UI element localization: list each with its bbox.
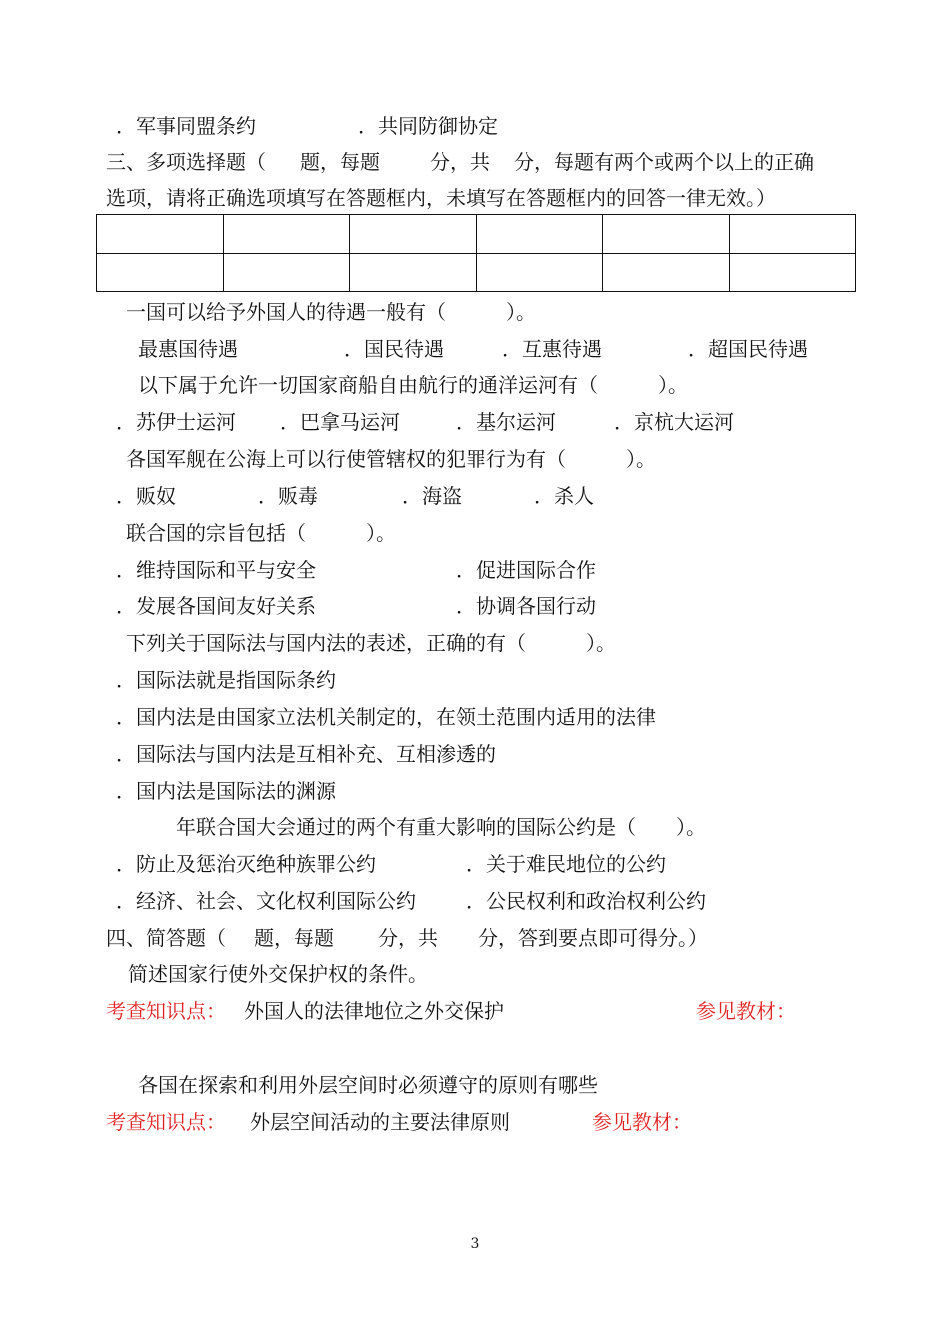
answer-cell[interactable] xyxy=(603,215,730,254)
answer-cell[interactable] xyxy=(350,253,477,292)
question-1-options: 最惠国待遇 ．国民待遇 ．互惠待遇 ．超国民待遇 xyxy=(138,337,808,361)
answer-cell[interactable] xyxy=(350,215,477,254)
answer-row xyxy=(97,215,856,254)
answer-cell[interactable] xyxy=(729,253,856,292)
answer-cell[interactable] xyxy=(223,215,350,254)
section-3-instructions: 选项，请将正确选项填写在答题框内，未填写在答题框内的回答一律无效。） xyxy=(106,186,776,210)
question-4-options-b: ．发展各国间友好关系 ．协调各国行动 xyxy=(116,594,596,618)
section-3-heading: 三、多项选择题（ 题，每题 分，共 分，每题有两个或两个以上的正确 xyxy=(106,150,814,174)
knowledge-point-2: 考查知识点： 外层空间活动的主要法律原则 参见教材： xyxy=(106,1110,692,1134)
answer-cell[interactable] xyxy=(603,253,730,292)
question-3: 各国军舰在公海上可以行使管辖权的犯罪行为有（ ）。 xyxy=(126,447,656,471)
section-4-heading: 四、简答题（ 题，每题 分，共 分，答到要点即可得分。） xyxy=(106,926,708,950)
question-1: 一国可以给予外国人的待遇一般有（ ）。 xyxy=(126,300,536,324)
answer-cell[interactable] xyxy=(223,253,350,292)
question-5-option-b: ．国内法是由国家立法机关制定的，在领土范围内适用的法律 xyxy=(116,705,656,729)
question-4: 联合国的宗旨包括（ ）。 xyxy=(126,521,396,545)
question-5-option-c: ．国际法与国内法是互相补充、互相渗透的 xyxy=(116,742,496,766)
question-5-option-d: ．国内法是国际法的渊源 xyxy=(116,779,336,803)
knowledge-point-1: 考查知识点： 外国人的法律地位之外交保护 参见教材： xyxy=(106,999,796,1023)
short-answer-2: 各国在探索和利用外层空间时必须遵守的原则有哪些 xyxy=(138,1073,598,1097)
question-4-options-a: ．维持国际和平与安全 ．促进国际合作 xyxy=(116,558,596,582)
question-2: 以下属于允许一切国家商船自由航行的通洋运河有（ ）。 xyxy=(138,373,688,397)
answer-cell[interactable] xyxy=(476,215,603,254)
question-5-option-a: ．国际法就是指国际条约 xyxy=(116,668,336,692)
answer-cell[interactable] xyxy=(729,215,856,254)
answer-row xyxy=(97,253,856,292)
page-number: 3 xyxy=(470,1236,480,1252)
answer-cell[interactable] xyxy=(97,215,224,254)
question-3-options: ．贩奴 ．贩毒 ．海盗 ．杀人 xyxy=(116,484,594,508)
question-5: 下列关于国际法与国内法的表述，正确的有（ ）。 xyxy=(126,631,616,655)
answer-cell[interactable] xyxy=(97,253,224,292)
question-6-options-b: ．经济、社会、文化权利国际公约 ．公民权利和政治权利公约 xyxy=(116,889,706,913)
question-6-options-a: ．防止及惩治灭绝种族罪公约 ．关于难民地位的公约 xyxy=(116,852,666,876)
question-6: 年联合国大会通过的两个有重大影响的国际公约是（ ）。 xyxy=(176,815,706,839)
answer-table xyxy=(96,214,856,292)
question-2-options: ．苏伊士运河 ．巴拿马运河 ．基尔运河 ．京杭大运河 xyxy=(116,410,734,434)
short-answer-1: 简述国家行使外交保护权的条件。 xyxy=(128,962,428,986)
line-options-prev: ．军事同盟条约 ．共同防御协定 xyxy=(116,114,498,138)
answer-cell[interactable] xyxy=(476,253,603,292)
